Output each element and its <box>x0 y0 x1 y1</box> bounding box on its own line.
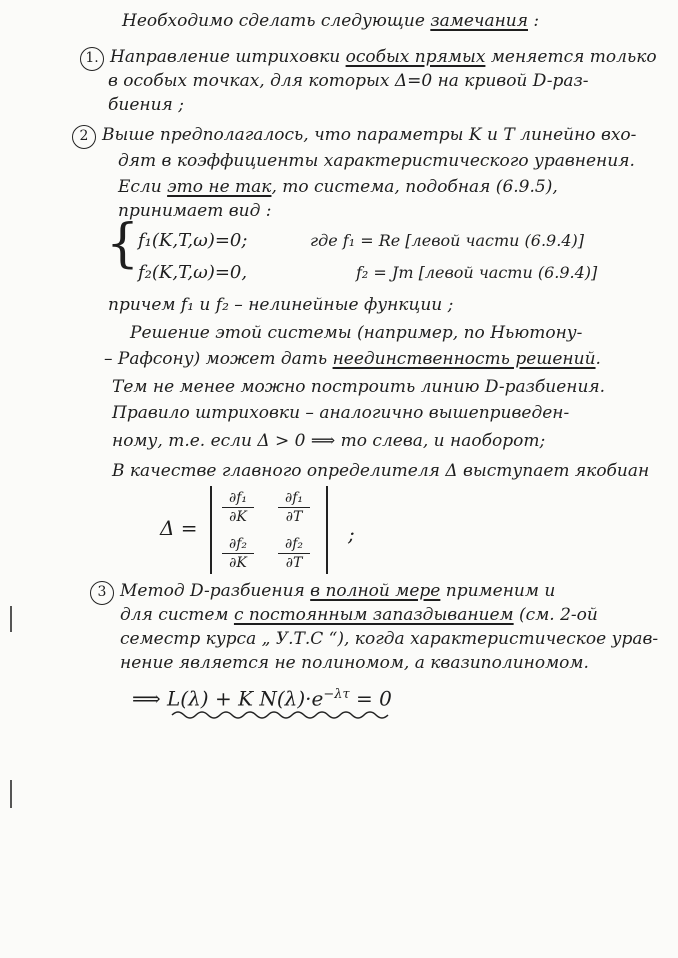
item1-line2: в особых точках, для которых Δ=0 на кривой D-раз- <box>108 71 589 91</box>
item3-line4: нение является не полиномом, а квазиполиномом. <box>120 653 589 673</box>
margin-mark-1 <box>10 606 12 632</box>
item1-line3: биения ; <box>108 95 184 115</box>
item1-line1-c: меняется только <box>485 47 657 67</box>
title-suffix: : <box>528 11 540 31</box>
item3-line2 <box>120 604 598 626</box>
j12-num: ∂f₁ <box>284 490 304 506</box>
j11-line <box>222 507 254 508</box>
j22-line <box>278 553 310 554</box>
item2-line9: Правило штриховки – аналогично вышеприведен- <box>112 403 570 423</box>
jacobian-cell-11 <box>222 490 254 525</box>
item2-line3-c: , то система, подобная (6.9.5), <box>271 177 558 197</box>
equation-1-left: f₁(K,T,ω)=0; <box>138 230 248 251</box>
item1-number: 1. <box>80 47 104 71</box>
item2-line7-a: – Рафсону) может дать <box>104 349 333 369</box>
det-semicolon: ; <box>348 522 355 546</box>
jacobian-cell-22 <box>278 536 310 571</box>
system-brace: { <box>106 214 140 274</box>
item2-line7 <box>104 348 601 370</box>
item2-line5: причем f₁ и f₂ – нелинейные функции ; <box>108 295 454 315</box>
item3-number: 3 <box>90 581 114 605</box>
item2-line3-b: это не так <box>167 177 272 197</box>
item3-line1-a: Метод D-разбиения <box>120 581 311 601</box>
formula-end: = 0 <box>349 686 392 711</box>
item2-line1-text: Выше предполагалось, что параметры K и T линейно вхо- <box>102 125 637 145</box>
item2-line4: принимает вид : <box>118 201 272 221</box>
j12-line <box>278 507 310 508</box>
margin-mark-2 <box>10 780 12 808</box>
j11-num: ∂f₁ <box>228 490 248 506</box>
formula-exponent: −λτ <box>323 687 350 702</box>
title-prefix: Необходимо сделать следующие <box>122 11 431 31</box>
item2-line3-a: Если <box>118 177 168 197</box>
item2-line7-c: . <box>595 349 601 369</box>
equation-2-left: f₂(K,T,ω)=0, <box>138 262 248 283</box>
formula-main: ⟹ L(λ) + K N(λ)·e <box>132 686 324 711</box>
det-bar-right <box>326 486 328 574</box>
item2-number: 2 <box>72 125 96 149</box>
j21-line <box>222 553 254 554</box>
j21-num: ∂f₂ <box>228 536 248 552</box>
item2-line2: дят в коэффициенты характеристического уравнения. <box>118 151 635 171</box>
item2-line1 <box>72 124 636 149</box>
item3-line1 <box>90 580 555 605</box>
item2-line7-b: неединственность решений <box>332 349 596 369</box>
j22-num: ∂f₂ <box>284 536 304 552</box>
j12-den: ∂T <box>285 509 303 525</box>
item2-line11: В качестве главного определителя Δ выступает якобиан <box>112 461 650 481</box>
item2-line3 <box>118 176 558 198</box>
wavy-underline <box>170 708 400 722</box>
jacobian-determinant <box>160 486 360 576</box>
j21-den: ∂K <box>229 555 247 571</box>
item3-line1-c: применим и <box>440 581 556 601</box>
item3-line2-c: (см. 2-ой <box>513 605 598 625</box>
item2-line10: ному, т.е. если Δ > 0 ⟹ то слева, и наоборот; <box>112 431 546 451</box>
jacobian-cell-21 <box>222 536 254 571</box>
j11-den: ∂K <box>229 509 247 525</box>
item2-line6: Решение этой системы (например, по Ньютону- <box>130 323 583 343</box>
title-underlined: замечания <box>430 11 528 31</box>
item1-line1-a: Направление штриховки <box>110 47 346 67</box>
delta-label: Δ = <box>160 516 198 540</box>
item3-line3: семестр курса „ У.Т.С “), когда характеристическое урав- <box>120 629 659 649</box>
det-bar-left <box>210 486 212 574</box>
item1-line1-b: особых прямых <box>345 47 486 67</box>
equation-1-right: где f₁ = Re [левой части (6.9.4)] <box>310 231 584 250</box>
item3-line2-b: с постоянным запаздыванием <box>233 605 514 625</box>
page-title <box>122 10 539 32</box>
equation-2-right: f₂ = Jm [левой части (6.9.4)] <box>356 263 598 282</box>
item3-line2-a: для систем <box>120 605 234 625</box>
quasipolynomial-formula <box>132 684 392 710</box>
item2-line8: Тем не менее можно построить линию D-разбиения. <box>112 377 606 397</box>
j22-den: ∂T <box>285 555 303 571</box>
jacobian-cell-12 <box>278 490 310 525</box>
item3-line1-b: в полной мере <box>310 581 441 601</box>
item1-line1 <box>80 46 657 71</box>
